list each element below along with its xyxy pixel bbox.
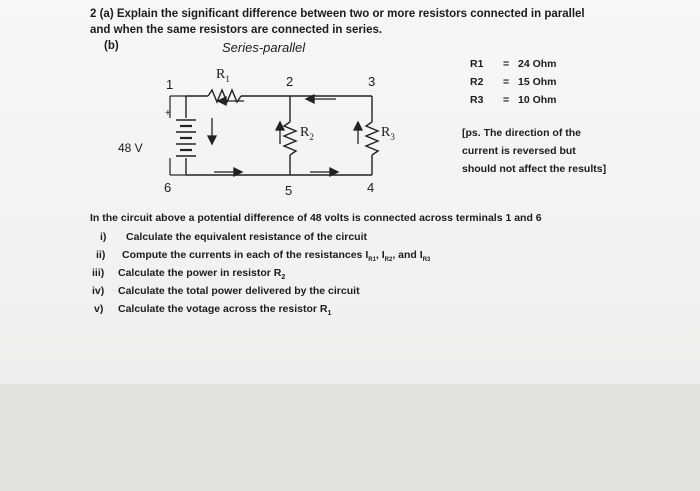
value-row-value: 15 Ohm [518, 76, 557, 88]
task-text-currents: Compute the currents in each of the resistances $I_{R1}$, $I_{R2}$, and $I_{R3}$ [122, 249, 431, 264]
value-row-name: R3 [470, 94, 484, 106]
task-number: iii) [92, 267, 105, 279]
task-number: ii) [96, 249, 106, 261]
note-line-2: current is reversed but [462, 145, 576, 157]
battery-symbol [176, 120, 196, 156]
value-row-name: R1 [470, 58, 484, 70]
node-4-label: 4 [367, 180, 375, 195]
task-text: Calculate the votage across the resistor $R_1$ [118, 303, 332, 318]
battery-plus-sign: + [165, 108, 171, 119]
question-line-1: 2 (a) Explain the significant difference between two or more resistors connected in parallel [90, 8, 585, 20]
value-row-eq: = [503, 76, 510, 88]
r3-label: $R_3$ [381, 125, 395, 142]
node-6-label: 6 [164, 180, 172, 195]
node-1-label: 1 [166, 77, 174, 92]
question-line-2: and when the same resistors are connected in series. [90, 24, 383, 36]
value-row-value: 10 Ohm [518, 94, 557, 106]
task-number: v) [94, 303, 104, 315]
task-number: iv) [92, 285, 105, 297]
value-row-name: R2 [470, 76, 484, 88]
value-row-value: 24 Ohm [518, 58, 557, 70]
resistor-r2 [284, 122, 296, 155]
arrow-head-up-r3 [354, 122, 362, 130]
value-row-eq: = [503, 94, 510, 106]
voltage-label: 48 V [118, 141, 143, 155]
circuit-title: Series-parallel [222, 40, 306, 55]
r2-label: $R_2$ [300, 125, 314, 142]
task-text: Calculate the equivalent resistance of the circuit [126, 231, 367, 243]
part-b-label: (b) [104, 40, 119, 52]
task-text: Calculate the power in resistor $R_2$ [118, 267, 286, 282]
node-2-label: 2 [286, 74, 294, 89]
r1-label: $R_1$ [216, 67, 230, 84]
note-line-3: should not affect the results] [462, 163, 607, 175]
node-3-label: 3 [368, 74, 376, 89]
node-5-label: 5 [285, 183, 293, 198]
resistor-r3 [366, 122, 378, 155]
arrow-head-down [208, 136, 216, 144]
value-row-eq: = [503, 58, 510, 70]
note-line-1: [ps. The direction of the [462, 127, 582, 139]
circuit-prompt: In the circuit above a potential difference of 48 volts is connected across terminals 1 and 6 [90, 212, 542, 224]
task-text: Calculate the total power delivered by the circuit [118, 285, 360, 297]
task-number: i) [100, 231, 107, 243]
